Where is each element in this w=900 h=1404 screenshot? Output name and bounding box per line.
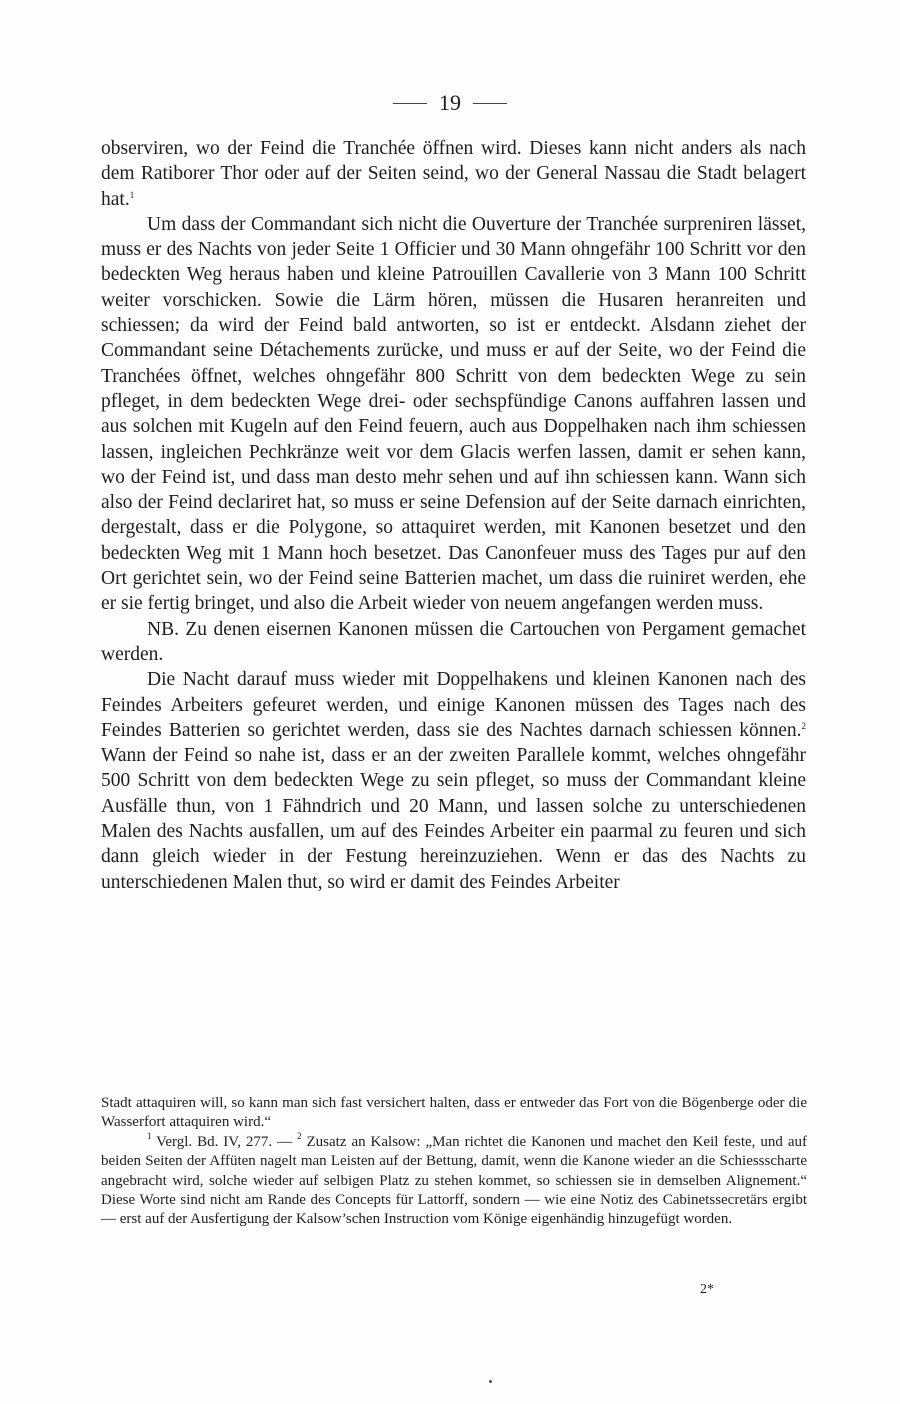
- header-rule-right: [473, 103, 507, 104]
- paragraph-3: NB. Zu denen eisernen Kanonen müssen die Cartouchen von Pergament gemachet werden.: [101, 618, 806, 665]
- page-number: 19: [439, 90, 461, 115]
- header-rule-left: [393, 103, 427, 104]
- signature-mark: 2*: [700, 1282, 714, 1297]
- footnote-2-text: Zusatz an Kalsow: „Man richtet die Kanonen und machet den Keil feste, und auf beiden Seiten der Affüten nagelt man Leisten auf der Bettung, damit, wenn die Kanone wieder an die Schiessscharte angebracht wird, solche wieder auf selbigen Platz zu stehen kommet, so schiessen sie in demselben Alignement.“ Diese Worte sind nicht am Rande des Concepts für Lattorff, sondern — wie eine Notiz des Cabinetssecretärs ergibt — erst auf der Ausfertigung der Kalsow’schen Instruction vom Könige eigenhändig hinzugefügt worden.: [101, 1133, 807, 1228]
- footnote-ref-2: 2: [801, 720, 806, 731]
- print-speck: [489, 1380, 492, 1383]
- footnote-ref-1: 1: [129, 189, 135, 200]
- footnote-1-marker: 1: [147, 1130, 152, 1141]
- paragraph-1: observiren, wo der Feind die Tranchée öffnen wird. Dieses kann nicht anders als nach dem Ratiborer Thor oder auf der Seiten seind, wo der General Nassau die Stadt belagert hat.$^1$: [101, 138, 806, 210]
- paragraph-2: Um dass der Commandant sich nicht die Ouverture der Tranchée surpreniren lässet, muss er des Nachts von jeder Seite 1 Officier und 30 Mann ohngefähr 100 Schritt vor den bedeckten Weg heraus haben und kleine Patrouillen Cavallerie von 3 Mann 100 Schritt weiter vorschicken. Sowie die Lärm hören, müssen die Husaren heranreiten und schiessen; da wird der Feind bald antworten, so ist er entdeckt. Alsdann ziehet der Commandant seine Détachements zurücke, und muss er auf der Seite, wo der Feind die Tranchées öffnet, welches ohngefähr 800 Schritt von dem bedeckten Wege zu sein pfleget, in dem bedeckten Wege drei- oder sechspfündige Canons auffahren lassen und aus solchen mit Kugeln auf den Feind feuern, auch aus Doppelhaken nach ihm schiessen lassen, ingleichen Pechkränze weit vor dem Glacis werfen lassen, damit er sehen kann, wo der Feind ist, und dass man desto mehr sehen und auf ihn schiessen kann. Wann sich also der Feind declariret hat, so muss er seine Defension auf der Seite darnach einrichten, dergestalt, dass er die Polygone, so attaquiret werden, mit Kanonen besetzet und den bedeckten Weg mit 1 Mann hoch besetzet. Das Canonfeuer muss des Tages pur auf den Ort gerichtet sein, wo der Feind seine Batterien machet, um dass die ruiniret werden, ehe er sie fertig bringet, und also die Arbeit wieder von neuem angefangen werden muss.: [101, 213, 806, 615]
- paragraph-4: Die Nacht darauf muss wieder mit Doppelhakens und kleinen Kanonen nach des Feindes Arbeiters gefeuret werden, und einige Kanonen müssen des Tages nach des Feindes Batterien so gerichtet werden, dass sie des Nachtes darnach schiessen können.$^2$ Wann der Feind so nahe ist, dass er an der zweiten Parallele kommt, welches ohngefähr 500 Schritt von dem bedeckten Wege zu sein pfleget, so muss der Commandant kleine Ausfälle thun, von 1 Fähndrich und 20 Mann, und lassen solche zu unterschiedenen Malen des Nachts ausfallen, um auf des Feindes Arbeiter ein paarmal zu feuren und sich dann gleich wieder in der Festung hereinzuziehen. Wenn er das des Nachts zu unterschiedenen Malen thut, so wird er damit des Feindes Arbeiter: [101, 669, 806, 893]
- main-text: [101, 136, 806, 895]
- footnote-continuation: Stadt attaquiren will, so kann man sich fast versichert halten, dass er entweder das Fort von die Bögenberge oder die Wasserfort attaquiren wird.“: [101, 1095, 807, 1131]
- footnote-1-text: Vergl. Bd. IV, 277. —: [151, 1133, 298, 1150]
- footnote-1-and-2: [101, 1130, 807, 1230]
- footnotes: [101, 1094, 807, 1230]
- footnote-2-marker: 2: [297, 1130, 302, 1141]
- page-header: [0, 90, 900, 116]
